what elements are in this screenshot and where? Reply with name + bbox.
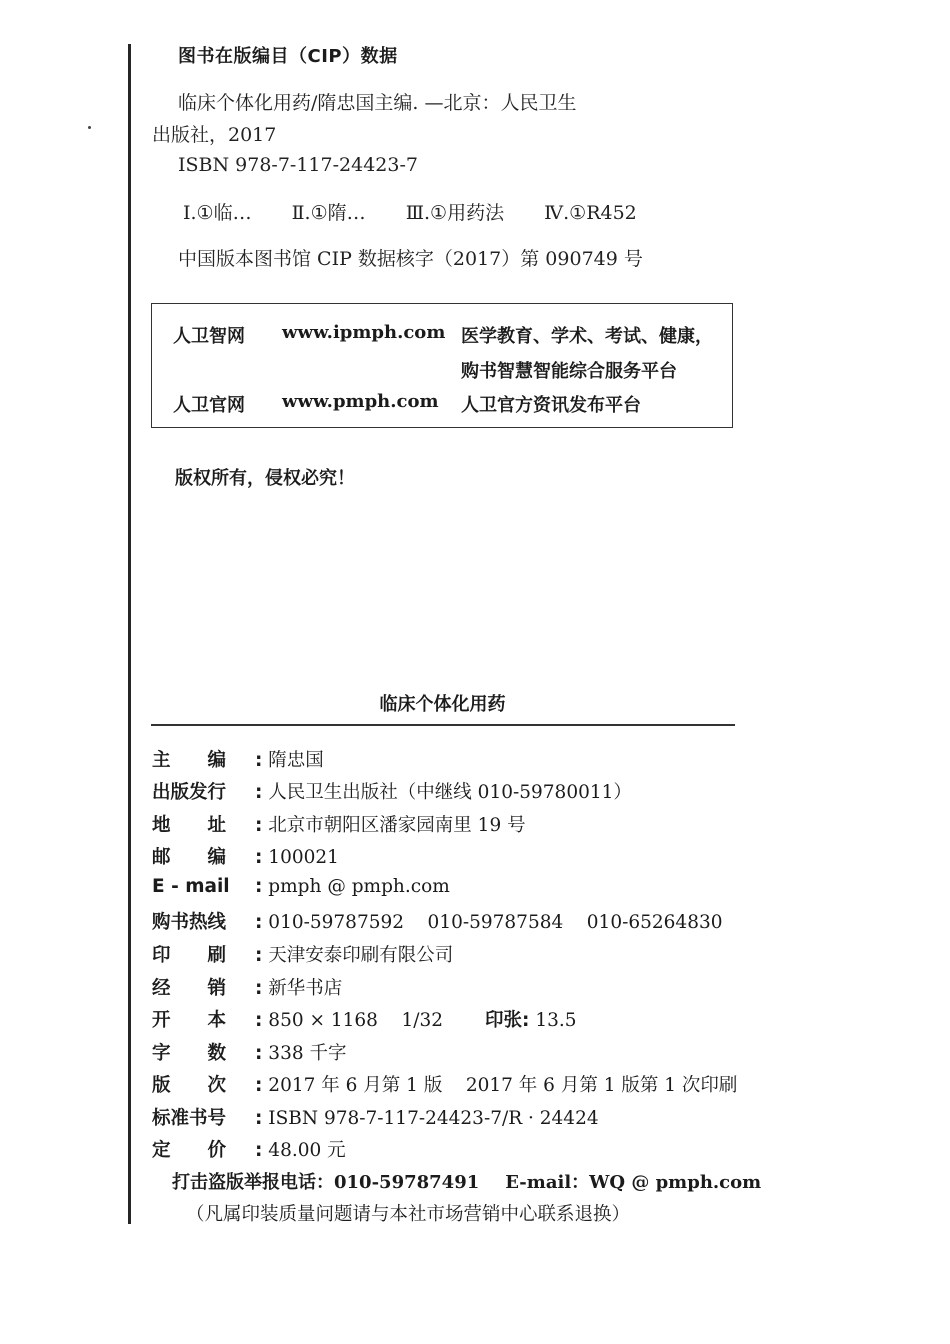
title-divider — [151, 724, 735, 726]
info-row-email: E - mail : pmph @ pmph.com — [152, 876, 450, 897]
cip-check-number: 中国版本图书馆 CIP 数据核字（2017）第 090749 号 — [178, 248, 643, 270]
cip-title-line: 临床个体化用药/隋忠国主编. —北京：人民卫生 — [178, 92, 577, 114]
info-label: 印 刷 — [152, 945, 227, 966]
cip-heading: 图书在版编目（CIP）数据 — [178, 46, 398, 67]
piracy-phone: 010-59787491 — [334, 1172, 480, 1193]
website-name: 人卫智网 — [173, 326, 245, 347]
info-label: 版 次 — [152, 1075, 227, 1096]
info-value: 010-59787592 010-59787584 010-65264830 — [268, 912, 723, 933]
info-value: 100021 — [268, 847, 339, 868]
return-policy-note: （凡属印装质量问题请与本社市场营销中心联系退换） — [186, 1204, 631, 1225]
info-label: 出版发行 — [152, 782, 227, 803]
website-desc: 人卫官方资讯发布平台 — [461, 395, 641, 416]
info-label: 开 本 — [152, 1010, 227, 1031]
info-row-address: 地 址 : 北京市朝阳区潘家园南里 19 号 — [152, 811, 526, 837]
info-label: 字 数 — [152, 1043, 227, 1064]
piracy-email-label: E-mail： — [505, 1172, 590, 1193]
info-label: 购书热线 — [152, 912, 227, 933]
info-row-wordcount: 字 数 : 338 千字 — [152, 1039, 347, 1065]
info-label: 邮 编 — [152, 847, 227, 868]
info-row-printer: 印 刷 : 天津安泰印刷有限公司 — [152, 941, 453, 967]
info-value: 2017 年 6 月第 1 版 2017 年 6 月第 1 版第 1 次印刷 — [268, 1075, 738, 1096]
website-url-link[interactable]: www.pmph.com — [282, 391, 439, 412]
cip-class-1: Ⅰ.①临… — [183, 202, 252, 224]
sheets-value: 13.5 — [535, 1010, 577, 1031]
info-row-edition: 版 次 : 2017 年 6 月第 1 版 2017 年 6 月第 1 版第 1 次印刷 — [152, 1071, 737, 1097]
info-row-editor: 主 编 : 隋忠国 — [152, 746, 324, 772]
info-value: 天津安泰印刷有限公司 — [268, 945, 454, 966]
margin-rule — [128, 44, 131, 1224]
info-label: 经 销 — [152, 978, 227, 999]
website-url-link[interactable]: www.ipmph.com — [282, 322, 446, 343]
info-value: ISBN 978-7-117-24423-7/R · 24424 — [268, 1108, 599, 1129]
sheets-label: 印张 — [485, 1010, 523, 1031]
website-box — [151, 303, 733, 428]
info-value: 850 × 1168 1/32 — [268, 1010, 444, 1031]
piracy-email-link[interactable]: WQ @ pmph.com — [589, 1172, 762, 1193]
book-title: 临床个体化用药 — [379, 694, 506, 715]
info-label: 定 价 — [152, 1140, 227, 1161]
info-label: E - mail — [152, 876, 230, 897]
info-value: 338 千字 — [268, 1043, 347, 1064]
website-desc: 医学教育、学术、考试、健康， — [461, 326, 713, 347]
info-value: 新华书店 — [268, 978, 343, 999]
cip-isbn: ISBN 978-7-117-24423-7 — [178, 154, 418, 176]
info-row-hotline: 购书热线 : 010-59787592 010-59787584 010-65264830 — [152, 908, 723, 934]
scan-speck — [88, 126, 91, 129]
info-row-postcode: 邮 编 : 100021 — [152, 843, 339, 869]
website-desc-line2: 购书智慧智能综合服务平台 — [461, 361, 677, 382]
piracy-hotline — [172, 1168, 761, 1194]
info-row-format: 开 本 : 850 × 1168 1/32 印张: 13.5 — [152, 1006, 577, 1032]
website-name: 人卫官网 — [173, 395, 245, 416]
info-value: 隋忠国 — [268, 750, 324, 771]
info-row-distributor: 经 销 : 新华书店 — [152, 974, 342, 1000]
info-label: 地 址 — [152, 815, 227, 836]
copyright-notice: 版权所有，侵权必究！ — [175, 468, 355, 489]
info-row-price: 定 价 : 48.00 元 — [152, 1136, 346, 1162]
info-value: 48.00 元 — [268, 1140, 346, 1161]
info-value: 北京市朝阳区潘家园南里 19 号 — [268, 815, 526, 836]
cip-classifications — [183, 198, 671, 225]
cip-publisher-line: 出版社，2017 — [152, 124, 277, 146]
email-link[interactable]: pmph @ pmph.com — [268, 876, 450, 897]
cip-class-4: Ⅳ.①R452 — [544, 202, 637, 224]
info-row-isbn: 标准书号 : ISBN 978-7-117-24423-7/R · 24424 — [152, 1104, 599, 1130]
piracy-label: 打击盗版举报电话： — [172, 1172, 334, 1193]
info-label: 标准书号 — [152, 1108, 227, 1129]
info-row-publisher: 出版发行 : 人民卫生出版社（中继线 010-59780011） — [152, 778, 632, 804]
cip-class-3: Ⅲ.①用药法 — [405, 202, 505, 224]
info-label: 主 编 — [152, 750, 227, 771]
cip-class-2: Ⅱ.①隋… — [291, 202, 366, 224]
info-value: 人民卫生出版社（中继线 010-59780011） — [268, 782, 632, 803]
